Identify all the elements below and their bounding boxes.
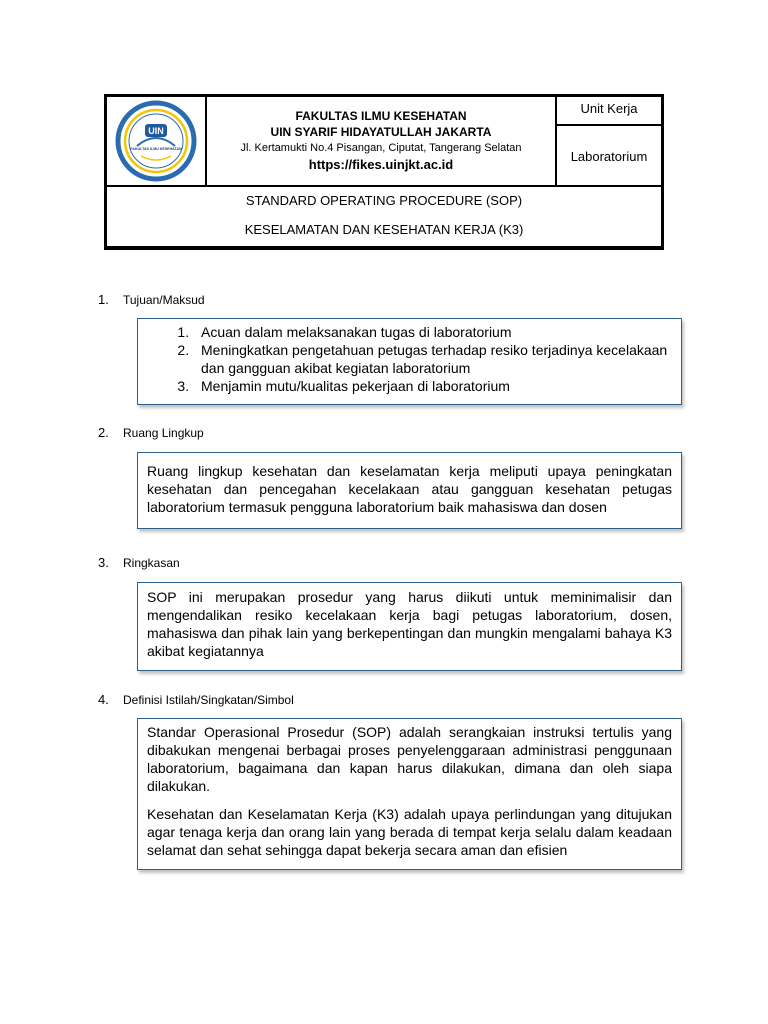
section-number: 1. <box>98 292 109 307</box>
header-table <box>104 94 664 250</box>
website: https://fikes.uinjkt.ac.id <box>308 157 454 172</box>
section-title: Ringkasan <box>123 556 180 570</box>
sop-title: STANDARD OPERATING PROCEDURE (SOP) <box>245 193 523 208</box>
institution-cell <box>207 97 557 185</box>
list-item: 3. Menjamin mutu/kualitas pekerjaan di laboratorium <box>193 377 672 395</box>
definition-k3: Kesehatan dan Keselamatan Kerja (K3) adalah upaya perlindungan yang ditujukan agar tenaga kerja dan orang lain yang berada di tempat kerja selalu dalam keadaan selamat dan sehat sehingga dapat bekerja secara aman dan efisien <box>147 806 672 858</box>
scope-text: Ruang lingkup kesehatan dan keselamatan kerja meliputi upaya peningkatan kesehatan dan pencegahan kecelakaan atau gangguan kesehatan petugas laboratorium termasuk pengguna laboratorium baik mahasiswa dan dosen <box>147 463 672 515</box>
unit-value: Laboratorium <box>570 148 648 164</box>
definition-sop: Standar Operasional Prosedur (SOP) adalah serangkaian instruksi tertulis yang dibakukan mengenai berbagai proses penyelenggaraan administrasi penggunaan laboratorium, bagaimana dan kapan harus dilakukan, dimana dan oleh siapa dilakukan. <box>147 724 672 794</box>
faculty-name: FAKULTAS ILMU KESEHATAN <box>295 109 467 123</box>
section-number: 4. <box>98 692 109 707</box>
section-number: 2. <box>98 425 109 440</box>
section-title: Definisi Istilah/Singkatan/Simbol <box>123 693 294 707</box>
sop-subtitle: KESELAMATAN DAN KESEHATAN KERJA (K3) <box>244 222 524 237</box>
sop-title-cell <box>107 187 661 247</box>
address: Jl. Kertamukti No.4 Pisangan, Ciputat, Tangerang Selatan <box>240 142 522 154</box>
section-4-box <box>137 718 682 870</box>
section-2-box <box>137 452 682 529</box>
logo-text-top: UIN <box>148 126 164 136</box>
unit-label: Unit Kerja <box>557 97 661 126</box>
faculty-logo <box>115 100 197 182</box>
summary-text: SOP ini merupakan prosedur yang harus diikuti untuk meminimalisir dan mengendalikan resiko kecelakaan kerja bagi petugas laboratorium, dosen, mahasiswa dan pihak lain yang berkepentingan dan mungkin mengalami bahaya K3 akibat kegiatannya <box>147 589 672 659</box>
section-title: Ruang Lingkup <box>123 426 204 440</box>
section-2-heading <box>98 425 204 440</box>
section-1-heading <box>98 292 205 307</box>
section-number: 3. <box>98 555 109 570</box>
section-3-box <box>137 582 682 671</box>
logo-cell <box>107 97 207 185</box>
section-3-heading <box>98 555 180 570</box>
logo-text-inner: FAKULTAS ILMU KESEHATAN <box>130 147 182 151</box>
section-4-heading <box>98 692 294 707</box>
purpose-list <box>147 323 672 395</box>
university-name: UIN SYARIF HIDAYATULLAH JAKARTA <box>270 125 492 139</box>
list-item: 2. Meningkatkan pengetahuan petugas terhadap resiko terjadinya kecelakaan dan gangguan akibat kegiatan laboratorium <box>193 341 672 377</box>
section-title: Tujuan/Maksud <box>123 293 205 307</box>
section-1-box <box>137 318 682 405</box>
list-item: 1. Acuan dalam melaksanakan tugas di laboratorium <box>193 323 672 341</box>
